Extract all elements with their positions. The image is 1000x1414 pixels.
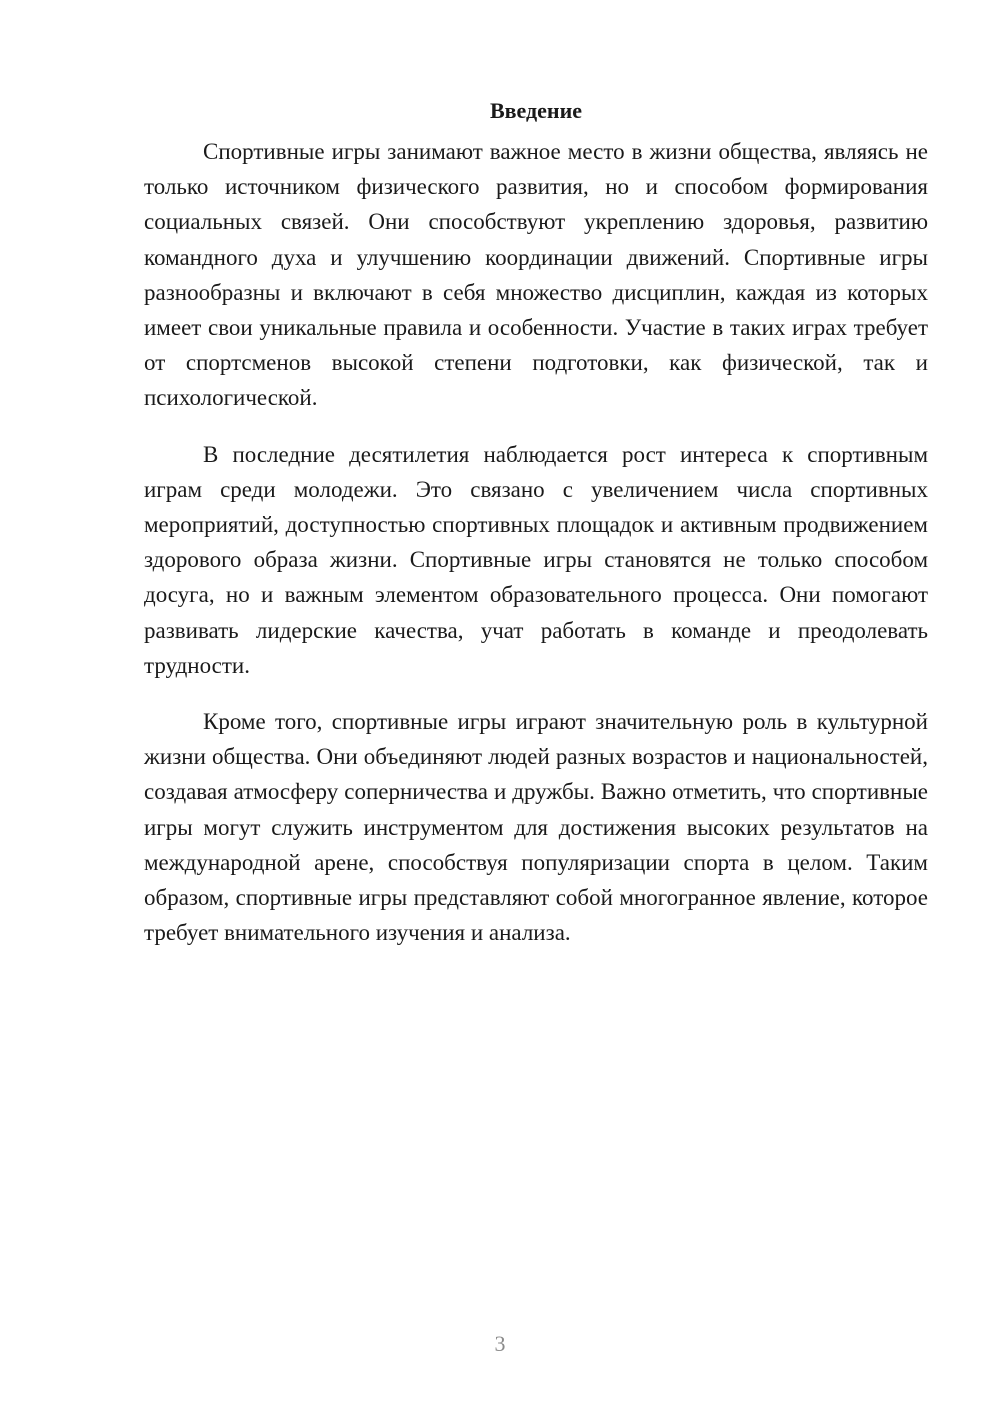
paragraph-1: Спортивные игры занимают важное место в жизни общества, являясь не только источником физического развития, но и способом формирования социальных связей. Они способствуют укреплению здоровья, развитию командного духа и улучшению координации движений. Спортивные игры разнообразны и включают в себя множество дисциплин, каждая из которых имеет свои уникальные правила и особенности. Участие в таких играх требует от спортсменов высокой степени подготовки, как физической, так и психологической. [144,139,928,411]
page-content [144,94,928,950]
paragraph-2: В последние десятилетия наблюдается рост интереса к спортивным играм среди молодежи. Это связано с увеличением числа спортивных мероприятий, доступностью спортивных площадок и активным продвижением здорового образа жизни. Спортивные игры становятся не только способом досуга, но и важным элементом образовательного процесса. Они помогают развивать лидерские качества, учат работать в команде и преодолевать трудности. [144,441,928,678]
paragraph-3: Кроме того, спортивные игры играют значительную роль в культурной жизни общества. Они объединяют людей разных возрастов и национальностей, создавая атмосферу соперничества и дружбы. Важно отметить, что спортивные игры могут служить инструментом для достижения высоких результатов на международной арене, способствуя популяризации спорта в целом. Таким образом, спортивные игры представляют собой многогранное явление, которое требует внимательного изучения и анализа. [144,709,928,946]
section-title: Введение [489,98,583,123]
page-number: 3 [494,1331,506,1356]
